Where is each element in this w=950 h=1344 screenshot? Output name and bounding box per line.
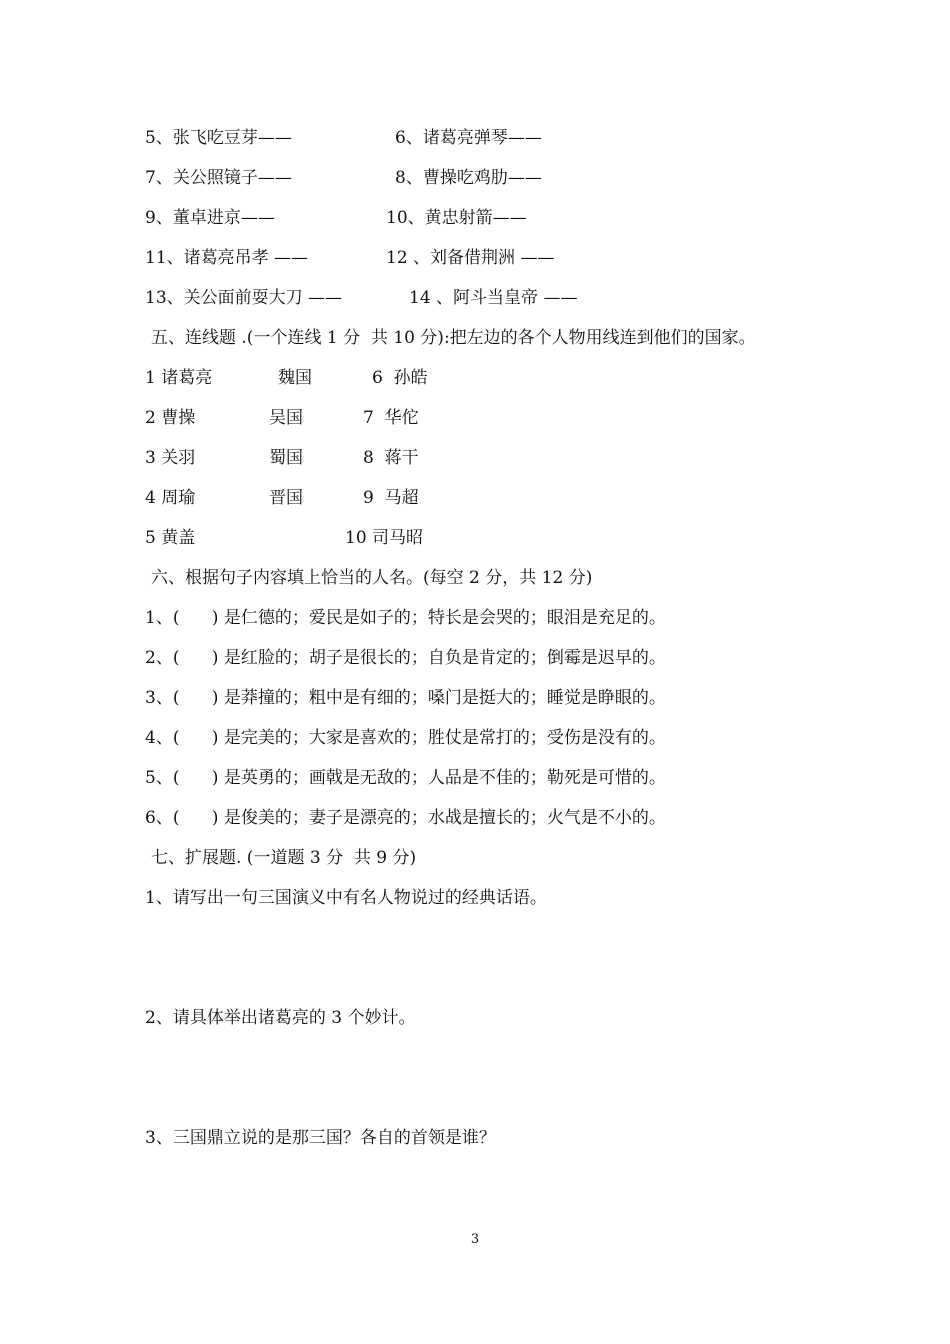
extension-question: 2、请具体举出诸葛亮的 3 个妙计。 — [145, 1008, 416, 1028]
page-number: 3 — [470, 1232, 480, 1247]
match-person-right: 10 司马昭 — [345, 528, 424, 548]
fill-blank-item: 3、( ) 是莽撞的；粗中是有细的；嗓门是挺大的；睡觉是睁眼的。 — [145, 688, 666, 708]
match-person-right: 6 孙皓 — [372, 368, 428, 388]
riddle-item: 14 、阿斗当皇帝 —— — [409, 288, 578, 308]
riddle-item: 13、关公面前耍大刀 —— — [145, 288, 343, 308]
fill-blank-item: 5、( ) 是英勇的；画戟是无敌的；人品是不佳的；勒死是可惜的。 — [145, 768, 666, 788]
match-country: 蜀国 — [269, 448, 303, 468]
match-person-left: 1 诸葛亮 — [145, 368, 213, 388]
match-country: 魏国 — [278, 368, 312, 388]
match-person-right: 8 蒋干 — [363, 448, 419, 468]
riddle-item: 10、黄忠射箭—— — [386, 208, 527, 228]
riddle-item: 11、诸葛亮吊孝 —— — [145, 248, 309, 268]
section-heading: 六、根据句子内容填上恰当的人名。(每空 2 分，共 12 分) — [151, 568, 593, 588]
extension-question: 3、三国鼎立说的是那三国？各自的首领是谁？ — [145, 1128, 496, 1148]
section-heading: 五、连线题 .(一个连线 1 分 共 10 分):把左边的各个人物用线连到他们的国家。 — [151, 328, 756, 348]
riddle-item: 9、董卓进京—— — [145, 208, 275, 228]
match-person-left: 5 黄盖 — [145, 528, 196, 548]
match-person-right: 9 马超 — [363, 488, 419, 508]
match-person-left: 2 曹操 — [145, 408, 196, 428]
riddle-item: 6、诸葛亮弹琴—— — [395, 128, 542, 148]
riddle-item: 8、曹操吃鸡肋—— — [395, 168, 542, 188]
fill-blank-item: 1、( ) 是仁德的；爱民是如子的；特长是会哭的；眼泪是充足的。 — [145, 608, 666, 628]
match-person-left: 3 关羽 — [145, 448, 196, 468]
riddle-item: 7、关公照镜子—— — [145, 168, 292, 188]
match-person-left: 4 周瑜 — [145, 488, 196, 508]
fill-blank-item: 2、( ) 是红脸的；胡子是很长的；自负是肯定的；倒霉是迟早的。 — [145, 648, 666, 668]
section-heading: 七、扩展题. (一道题 3 分 共 9 分) — [151, 848, 417, 868]
fill-blank-item: 6、( ) 是俊美的；妻子是漂亮的；水战是擅长的；火气是不小的。 — [145, 808, 666, 828]
riddle-item: 12 、刘备借荆洲 —— — [386, 248, 555, 268]
match-person-right: 7 华佗 — [363, 408, 419, 428]
extension-question: 1、请写出一句三国演义中有名人物说过的经典话语。 — [145, 888, 547, 908]
riddle-item: 5、张飞吃豆芽—— — [145, 128, 292, 148]
match-country: 晋国 — [269, 488, 303, 508]
fill-blank-item: 4、( ) 是完美的；大家是喜欢的；胜仗是常打的；受伤是没有的。 — [145, 728, 666, 748]
match-country: 吴国 — [269, 408, 303, 428]
